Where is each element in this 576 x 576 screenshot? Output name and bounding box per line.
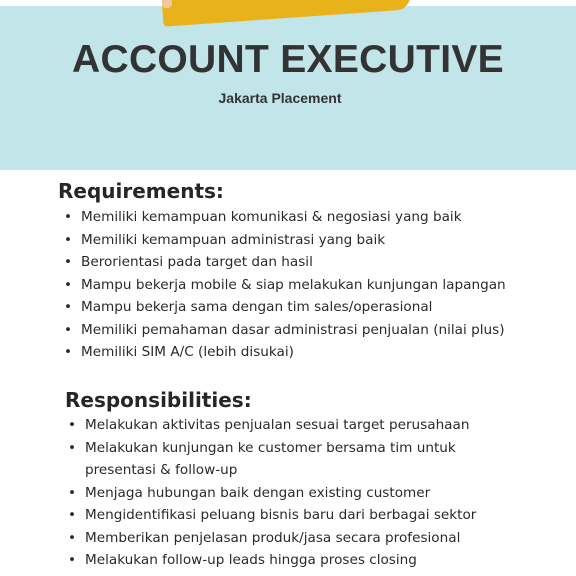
bullet-icon: •	[68, 507, 77, 523]
list-item	[64, 206, 576, 229]
list-item-text: Menjaga hubungan baik dengan existing customer	[85, 484, 431, 501]
list-item-text: Melakukan follow-up leads hingga proses closing	[85, 552, 417, 568]
list-item	[68, 482, 576, 505]
list-item-text: Mengidentifikasi peluang bisnis baru dari berbagai sektor	[85, 507, 477, 523]
list-item	[64, 296, 576, 319]
bullet-icon: •	[68, 417, 77, 433]
responsibilities-list	[68, 414, 576, 572]
list-item-text: Memiliki kemampuan komunikasi & negosiasi yang baik	[81, 209, 462, 225]
list-item	[64, 319, 576, 342]
bullet-icon: •	[64, 344, 73, 360]
header-banner	[0, 0, 576, 170]
bullet-icon: •	[64, 299, 73, 315]
bullet-icon: •	[64, 321, 73, 338]
list-item-text: Melakukan kunjungan ke customer bersama tim untuk	[85, 439, 456, 456]
responsibilities-heading: Responsibilities:	[65, 388, 252, 412]
bullet-icon: •	[68, 439, 77, 456]
list-item-text: Memiliki pemahaman dasar administrasi penjualan (nilai plus)	[81, 321, 505, 338]
list-item	[68, 414, 576, 437]
bullet-icon: •	[64, 231, 73, 248]
list-item	[64, 251, 576, 274]
bullet-icon: •	[64, 276, 73, 293]
list-item	[64, 274, 576, 297]
requirements-list	[64, 206, 576, 364]
pencil-decoration-icon	[161, 0, 411, 27]
page-title: ACCOUNT EXECUTIVE	[72, 38, 504, 81]
bullet-icon: •	[68, 529, 77, 546]
bullet-icon: •	[68, 484, 77, 501]
list-item	[68, 437, 576, 482]
bullet-icon: •	[68, 552, 77, 568]
requirements-heading: Requirements:	[58, 179, 224, 203]
list-item-text: Memberikan penjelasan produk/jasa secara profesional	[85, 529, 461, 546]
pencil-tip-icon	[162, 0, 172, 8]
list-item-text: Melakukan aktivitas penjualan sesuai target perusahaan	[85, 417, 470, 433]
list-item-text: Berorientasi pada target dan hasil	[81, 254, 313, 270]
list-item-text-continued: presentasi & follow-up	[85, 462, 238, 478]
list-item	[68, 504, 576, 527]
list-item	[68, 549, 576, 572]
bullet-icon: •	[64, 209, 73, 225]
list-item-text: Mampu bekerja sama dengan tim sales/operasional	[81, 299, 433, 315]
list-item-text: Memiliki kemampuan administrasi yang baik	[81, 231, 386, 248]
list-item	[68, 527, 576, 550]
bullet-icon: •	[64, 254, 73, 270]
list-item	[64, 229, 576, 252]
page-subtitle: Jakarta Placement	[218, 90, 342, 106]
list-item	[64, 341, 576, 364]
list-item-text: Mampu bekerja mobile & siap melakukan kunjungan lapangan	[81, 276, 506, 293]
list-item-text: Memiliki SIM A/C (lebih disukai)	[81, 344, 294, 360]
